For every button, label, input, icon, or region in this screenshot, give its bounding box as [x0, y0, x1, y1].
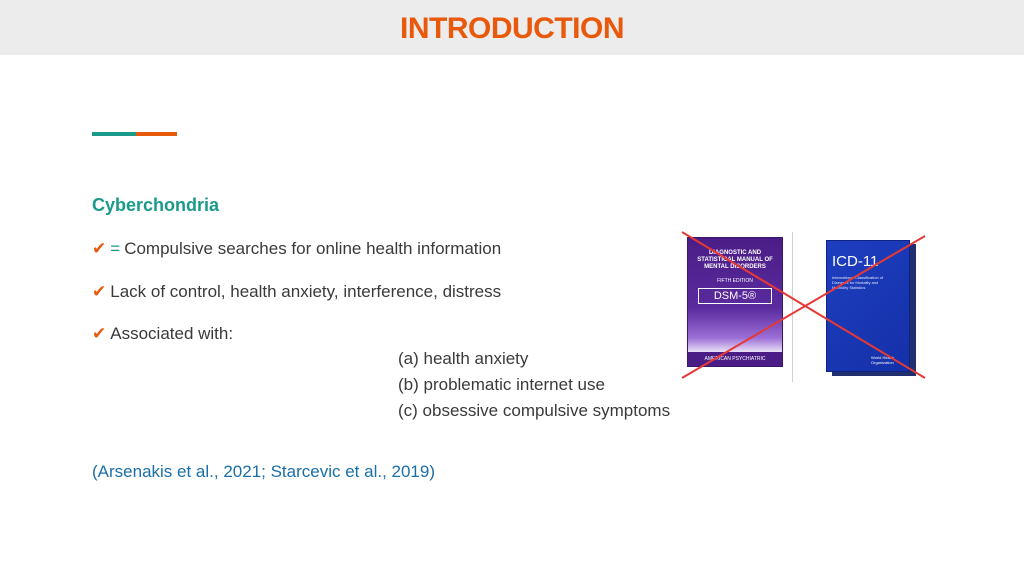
accent-line-teal	[92, 132, 136, 136]
dsm-name: DSM-5®	[698, 288, 772, 304]
icd-name: ICD-11	[832, 253, 879, 270]
red-cross-out-icon	[680, 230, 930, 385]
page-title: INTRODUCTION	[400, 12, 624, 45]
association-item: (a) health anxiety	[398, 349, 529, 368]
section-heading: Cyberchondria	[92, 195, 220, 215]
association-item: (c) obsessive compulsive symptoms	[398, 401, 671, 420]
crossed-out-manuals-image	[680, 230, 930, 385]
checkmark-icon: ✔	[92, 324, 107, 343]
citation: (Arsenakis et al., 2021; Starcevic et al., 2019)	[92, 462, 436, 481]
dsm-publisher: AMERICAN PSYCHIATRIC ASSOCIATION	[688, 352, 782, 366]
bullet-text: Lack of control, health anxiety, interference, distress	[110, 282, 502, 301]
bullet-text: Associated with:	[110, 324, 234, 343]
bullet-compulsive-searches	[92, 239, 501, 259]
accent-line-orange	[136, 132, 177, 136]
dsm-title: DIAGNOSTIC AND STATISTICAL MANUAL OF MENTAL DISORDERS	[697, 250, 773, 270]
icd-subtitle: International Classification of Diseases for Mortality and Morbidity Statistics	[832, 275, 884, 290]
dsm-edition: FIFTH EDITION	[717, 278, 753, 284]
bullet-text: Compulsive searches for online health information	[124, 239, 502, 258]
bullet-associated-with	[92, 324, 233, 344]
checkmark-icon: ✔	[92, 282, 107, 301]
bullet-lack-of-control	[92, 282, 501, 302]
icd-publisher: World Health Organization	[871, 355, 895, 365]
association-item: (b) problematic internet use	[398, 375, 605, 394]
equals-sign: =	[110, 239, 121, 258]
checkmark-icon: ✔	[92, 239, 107, 258]
